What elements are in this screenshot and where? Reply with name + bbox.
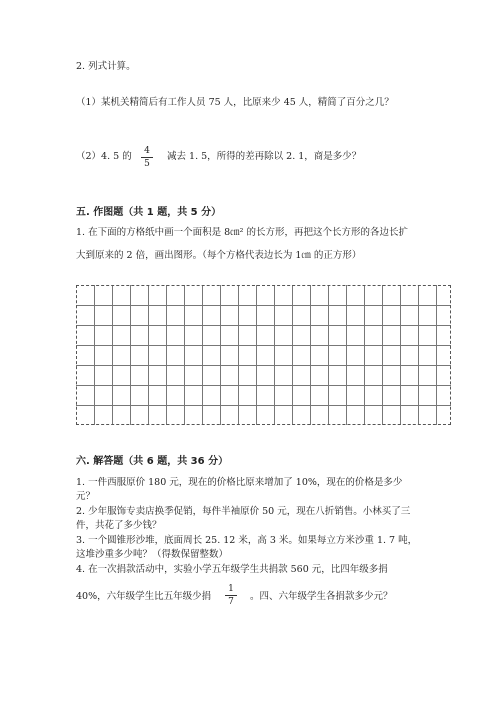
answer-question-4-line-1: 4. 在一次捐款活动中，实验小学五年级学生共捐款 560 元，比四年级多捐 xyxy=(76,564,388,575)
answer-question-4-line-2-prefix: 40%，六年级学生比五年级少捐 xyxy=(76,591,212,602)
fraction-bar xyxy=(141,157,153,158)
answer-question-3-line-2: 这堆沙重多少吨？（得数保留整数） xyxy=(76,549,229,560)
fraction-numerator: 4 xyxy=(144,146,150,156)
answer-question-2-line-1: 2. 少年服饰专卖店换季促销，每件半袖原价 50 元，现在八折销售。小林买了三 xyxy=(76,506,411,517)
section-title-calculation: 2. 列式计算。 xyxy=(76,61,136,72)
drawing-question-line-2: 大到原来的 2 倍，画出图形。（每个方格代表边长为 1㎝ 的正方形） xyxy=(76,250,362,261)
answer-question-2-line-2: 件，共花了多少钱？ xyxy=(76,520,162,531)
answer-question-3-line-1: 3. 一个圆锥形沙堆，底面周长 25. 12 米，高 3 米。如果每立方米沙重 1. 7 吨， xyxy=(76,535,418,546)
section-heading-answers: 六. 解答题（共 6 题，共 36 分） xyxy=(76,456,229,467)
fraction-one-seventh xyxy=(225,584,237,607)
fraction-four-fifths xyxy=(141,146,153,169)
answer-question-1-line-1: 1. 一件西服原价 180 元，现在的价格比原来增加了 10%，现在的价格是多少 xyxy=(76,477,403,488)
question-calc-1: （1）某机关精简后有工作人员 75 人，比原来少 45 人，精简了百分之几？ xyxy=(76,97,394,108)
section-heading-drawing: 五. 作图题（共 1 题，共 5 分） xyxy=(76,207,222,218)
fraction-denominator: 5 xyxy=(144,159,150,169)
answer-question-1-line-2: 元？ xyxy=(76,491,96,502)
fraction-denominator: 7 xyxy=(228,597,234,607)
question-calc-2-prefix: （2）4. 5 的 xyxy=(76,151,132,162)
fraction-bar xyxy=(225,595,237,596)
square-grid-paper[interactable] xyxy=(76,285,451,425)
drawing-question-line-1: 1. 在下面的方格纸中画一个面积是 8㎝² 的长方形，再把这个长方形的各边长扩 xyxy=(76,227,408,238)
answer-question-4-line-2-suffix: 。四、六年级学生各捐款多少元？ xyxy=(250,591,393,602)
question-calc-2-suffix: 减去 1. 5，所得的差再除以 2. 1，商是多少？ xyxy=(167,151,362,162)
fraction-numerator: 1 xyxy=(228,584,234,594)
